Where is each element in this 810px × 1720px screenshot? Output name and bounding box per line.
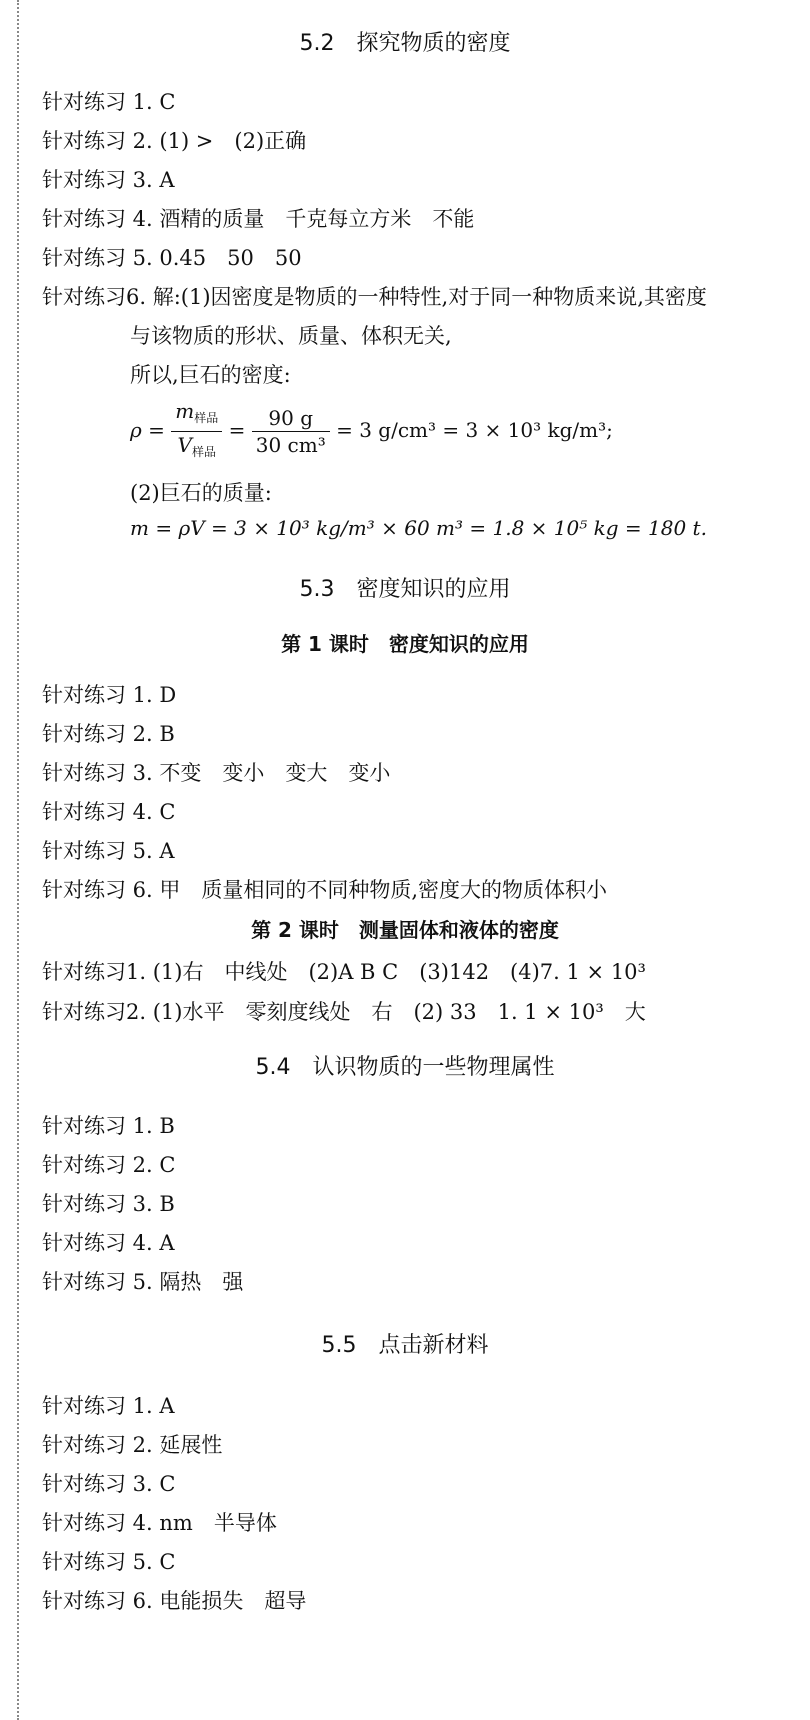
s52-answer-6-part2: (2)巨石的质量: — [130, 481, 272, 505]
s54-answer-3: 针对练习 3. B — [42, 1192, 175, 1216]
section-5-3-title: 5.3 密度知识的应用 — [299, 577, 511, 602]
s52-answer-1: 针对练习 1. C — [42, 90, 176, 114]
s55-answer-2: 针对练习 2. 延展性 — [42, 1433, 223, 1457]
s53-l2-answer-1: 针对练习1. (1)右 中线处 (2)A B C (3)142 (4)7. 1 × 10³ — [42, 960, 646, 984]
s55-answer-5: 针对练习 5. C — [42, 1550, 176, 1574]
s52-answer-6-line3: 所以,巨石的密度: — [130, 363, 291, 387]
s54-answer-5: 针对练习 5. 隔热 强 — [42, 1270, 244, 1294]
sample-ratio-fraction: $\frac{m_{样品}}{V_{样品}}$ — [171, 398, 222, 465]
s54-answer-1: 针对练习 1. B — [42, 1114, 175, 1138]
s55-answer-1: 针对练习 1. A — [42, 1394, 175, 1418]
s55-answer-3: 针对练习 3. C — [42, 1472, 176, 1496]
s52-answer-2: 针对练习 2. (1) > (2)正确 — [42, 129, 307, 153]
section-5-5-title: 5.5 点击新材料 — [321, 1333, 489, 1358]
s53-l1-answer-4: 针对练习 4. C — [42, 800, 176, 824]
lesson-1-title: 第 1 课时 密度知识的应用 — [281, 632, 529, 656]
s52-answer-5: 针对练习 5. 0.45 50 50 — [42, 246, 302, 270]
s55-answer-4: 针对练习 4. nm 半导体 — [42, 1511, 277, 1535]
lesson-2-title: 第 2 课时 测量固体和液体的密度 — [251, 918, 559, 942]
rho-symbol: ρ — [130, 418, 142, 442]
s54-answer-4: 针对练习 4. A — [42, 1231, 175, 1255]
s53-l1-answer-5: 针对练习 5. A — [42, 839, 175, 863]
s53-l2-answer-2: 针对练习2. (1)水平 零刻度线处 右 (2) 33 1. 1 × 10³ 大 — [42, 1000, 646, 1024]
s53-l1-answer-2: 针对练习 2. B — [42, 722, 175, 746]
s53-l1-answer-3: 针对练习 3. 不变 变小 变大 变小 — [42, 761, 391, 785]
s52-answer-6-line2: 与该物质的形状、质量、体积无关, — [130, 324, 452, 348]
s53-l1-answer-1: 针对练习 1. D — [42, 683, 177, 707]
mass-formula: m = ρV = 3 × 10³ kg/m³ × 60 m³ = 1.8 × 10⁵ kg = 180 t. — [130, 516, 707, 540]
s52-answer-3: 针对练习 3. A — [42, 168, 175, 192]
s52-answer-6-line1: 针对练习6. 解:(1)因密度是物质的一种特性,对于同一种物质来说,其密度 — [42, 285, 707, 309]
s53-l1-answer-6: 针对练习 6. 甲 质量相同的不同种物质,密度大的物质体积小 — [42, 878, 608, 902]
s52-answer-4: 针对练习 4. 酒精的质量 千克每立方米 不能 — [42, 207, 475, 231]
section-5-2-title: 5.2 探究物质的密度 — [299, 31, 511, 56]
s54-answer-2: 针对练习 2. C — [42, 1153, 176, 1177]
section-5-4-title: 5.4 认识物质的一些物理属性 — [255, 1055, 555, 1080]
density-result: = 3 g/cm³ = 3 × 10³ kg/m³; — [336, 418, 613, 442]
s55-answer-6: 针对练习 6. 电能损失 超导 — [42, 1589, 307, 1613]
numeric-fraction: $\frac{90 g}{\text{30 cm³}}$ — [252, 405, 330, 458]
density-formula: ρ = $\frac{m_{样品}}{V_{样品}}$ = $\frac{90 g}{\text{30 cm³}}$ = 3 g/cm³ = 3 × 10³ kg/m³; — [130, 398, 613, 465]
